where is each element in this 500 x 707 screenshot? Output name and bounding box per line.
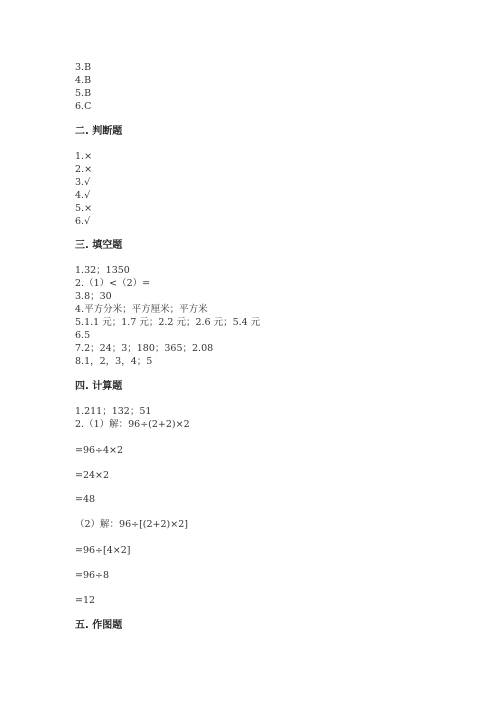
choice-answer-5: 5.B — [75, 88, 92, 99]
fill-answer-1: 1.32；1350 — [75, 265, 130, 276]
judge-answer-5: 5.× — [75, 203, 93, 214]
fill-answer-6: 6.5 — [75, 330, 91, 341]
section-heading-calc: 四. 计算题 — [75, 381, 123, 392]
calc-answer-1: 1.211；132；51 — [75, 406, 152, 417]
section-heading-fill: 三. 填空题 — [75, 240, 123, 251]
choice-answer-3: 3.B — [75, 62, 92, 73]
section-heading-judge: 二. 判断题 — [75, 126, 123, 137]
choice-answer-6: 6.C — [75, 101, 92, 112]
calc-step: =96÷4×2 — [75, 445, 124, 456]
section-heading-draw: 五. 作图题 — [75, 620, 123, 631]
fill-answer-8: 8.1，2，3，4；5 — [75, 356, 153, 367]
fill-answer-7: 7.2；24；3；180；365；2.08 — [75, 343, 214, 354]
calc-answer-2-part-2: （2）解：96÷[(2+2)×2] — [75, 519, 188, 530]
judge-answer-3: 3.√ — [75, 177, 91, 188]
calc-step: =24×2 — [75, 470, 110, 481]
calc-step: =96÷8 — [75, 570, 110, 581]
calc-step: =48 — [75, 494, 96, 505]
fill-answer-5: 5.1.1 元；1.7 元；2.2 元；2.6 元；5.4 元 — [75, 317, 261, 328]
calc-answer-2: 2.（1）解：96÷(2+2)×2 — [75, 419, 190, 430]
fill-answer-4: 4.平方分米；平方厘米；平方米 — [75, 304, 208, 315]
judge-answer-2: 2.× — [75, 164, 93, 175]
fill-answer-3: 3.8；30 — [75, 291, 112, 302]
calc-step: =96÷[4×2] — [75, 545, 131, 556]
calc-step: =12 — [75, 595, 96, 606]
fill-answer-2: 2.（1）<（2）= — [75, 278, 151, 289]
judge-answer-6: 6.√ — [75, 216, 91, 227]
judge-answer-1: 1.× — [75, 151, 93, 162]
choice-answer-4: 4.B — [75, 75, 92, 86]
judge-answer-4: 4.√ — [75, 190, 91, 201]
